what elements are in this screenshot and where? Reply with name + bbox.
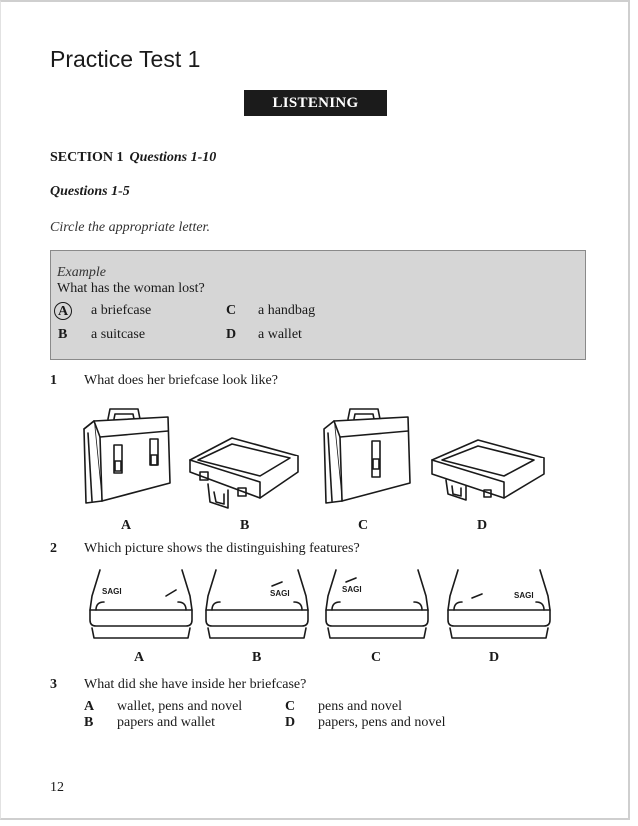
tag-image-c[interactable] (322, 566, 432, 644)
example-label: Example (57, 265, 106, 280)
q3-option-d-text: papers, pens and novel (318, 715, 446, 730)
section-heading (50, 150, 216, 166)
question-1-number: 1 (50, 373, 57, 388)
q1-label-a: A (121, 518, 132, 533)
briefcase-flat-image-d[interactable] (428, 436, 548, 518)
q3-option-b-letter[interactable]: B (84, 715, 94, 730)
example-option-a-circled[interactable]: A (54, 302, 72, 320)
q3-option-c-text: pens and novel (318, 699, 402, 714)
question-3-text: What did she have inside her briefcase? (84, 677, 307, 692)
section-label: SECTION 1 (50, 150, 124, 165)
example-option-d-text: a wallet (258, 327, 302, 342)
page-number: 12 (50, 780, 64, 795)
example-box (50, 250, 586, 360)
instruction: Circle the appropriate letter. (50, 220, 210, 235)
tag-image-d[interactable] (444, 566, 554, 644)
tag-image-b[interactable] (202, 566, 312, 644)
tag-text-c: SAGI (342, 585, 362, 594)
q3-option-d-letter[interactable]: D (285, 715, 296, 730)
example-question: What has the woman lost? (57, 281, 205, 296)
q1-label-d: D (477, 518, 488, 533)
listening-banner: LISTENING (244, 90, 387, 116)
q2-label-c: C (371, 650, 382, 665)
briefcase-upright-image-a[interactable] (80, 405, 175, 515)
tag-text-d: SAGI (514, 591, 534, 600)
example-option-a-text: a briefcase (91, 303, 152, 318)
section-questions: Questions 1-10 (129, 150, 217, 165)
tag-text-a: SAGI (102, 587, 122, 596)
q3-option-c-letter[interactable]: C (285, 699, 296, 714)
example-option-c-letter[interactable]: C (226, 303, 237, 318)
briefcase-flat-image-b[interactable] (186, 432, 304, 514)
tag-image-a[interactable] (86, 566, 196, 644)
q1-label-b: B (240, 518, 250, 533)
q2-label-b: B (252, 650, 262, 665)
example-option-d-letter[interactable]: D (226, 327, 237, 342)
q3-option-a-letter[interactable]: A (84, 699, 95, 714)
q3-option-b-text: papers and wallet (117, 715, 215, 730)
example-option-c-text: a handbag (258, 303, 316, 318)
question-3-number: 3 (50, 677, 57, 692)
q2-label-a: A (134, 650, 145, 665)
question-1-text: What does her briefcase look like? (84, 373, 278, 388)
example-option-b-text: a suitcase (91, 327, 146, 342)
page-title: Practice Test 1 (50, 46, 201, 72)
question-2-text: Which picture shows the distinguishing features? (84, 541, 360, 556)
tag-text-b: SAGI (270, 589, 290, 598)
briefcase-upright-image-c[interactable] (320, 405, 415, 515)
q3-option-a-text: wallet, pens and novel (117, 699, 243, 714)
q2-label-d: D (489, 650, 500, 665)
example-option-b-letter[interactable]: B (58, 327, 68, 342)
question-2-number: 2 (50, 541, 57, 556)
q1-label-c: C (358, 518, 369, 533)
subsection-heading: Questions 1-5 (50, 184, 130, 199)
